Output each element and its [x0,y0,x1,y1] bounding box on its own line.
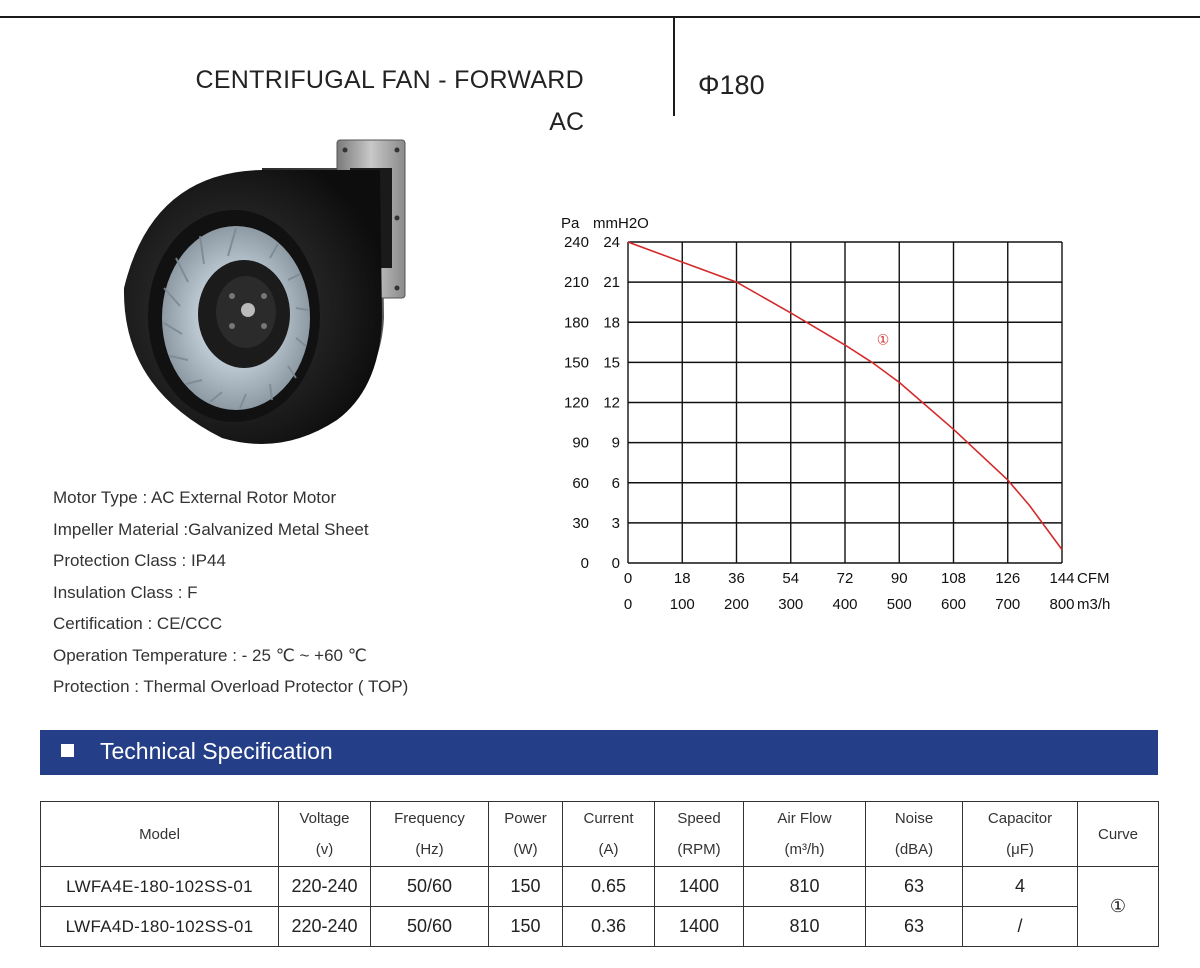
y-unit-mmh2o: mmH2O [593,215,649,232]
technical-specification-header [40,730,1158,775]
x-tick-label-m3h: 700 [995,596,1021,613]
x-tick-label-m3h: 0 [623,596,633,613]
x-tick-label-cfm: 72 [836,570,854,587]
y-tick-label-mmh2o: 12 [603,394,620,412]
y-unit-pa: Pa [561,215,580,232]
header-noise: Noise (dBA) [866,802,963,867]
x-tick-label-m3h: 600 [940,596,967,613]
x-unit-cfm: CFM [1077,570,1110,587]
header-frequency: Frequency (Hz) [371,802,489,867]
table-header-row [41,802,1159,867]
header-divider [673,16,675,116]
cell-capacitor: / [963,907,1078,947]
spec-certification: Certification : CE/CCC [53,614,223,633]
product-subtitle: AC [549,108,584,136]
spec-table [40,801,1159,947]
header-capacitor: Capacitor (μF) [963,802,1078,867]
x-tick-label-cfm: 0 [623,570,633,587]
header-power: Power (W) [489,802,563,867]
x-tick-label-cfm: 18 [673,570,691,587]
fan-product-image [112,138,412,448]
cell-noise: 63 [866,907,963,947]
top-rule [0,16,1200,18]
fan-size: Φ180 [698,70,765,100]
spec-protection-class: Protection Class : IP44 [53,551,226,570]
x-tick-label-m3h: 300 [778,596,804,613]
cell-noise: 63 [866,867,963,907]
y-tick-label-pa: 240 [563,234,589,251]
y-tick-label-mmh2o: 18 [603,314,620,332]
chart-grid [628,242,1062,563]
x-tick-label-cfm: 54 [782,570,800,587]
cell-capacitor: 4 [963,867,1078,907]
table-row [41,907,1159,947]
spec-protection: Protection : Thermal Overload Protector ( TOP) [53,677,409,696]
header-curve: Curve [1078,802,1159,867]
x-tick-label-m3h: 800 [1049,596,1075,613]
y-tick-label-pa: 30 [572,514,589,532]
x-tick-label-m3h: 100 [669,596,695,613]
x-tick-label-cfm: 90 [890,570,908,587]
header-voltage: Voltage (v) [279,802,371,867]
header-model: Model [41,802,279,867]
x-unit-m3h: m3/h [1077,596,1111,613]
section-title: Technical Specification [100,738,333,764]
spec-list [53,482,408,703]
cell-voltage: 220-240 [279,907,371,947]
y-tick-label-mmh2o: 9 [611,434,620,452]
y-tick-label-pa: 180 [563,314,589,332]
spec-insulation-class: Insulation Class : F [53,582,198,602]
x-tick-label-cfm: 144 [1049,570,1075,587]
spec-impeller-material: Impeller Material :Galvanized Metal Sheet [53,519,369,539]
y-tick-label-mmh2o: 3 [611,514,620,532]
cell-curve: ① [1078,867,1159,947]
cell-power: 150 [489,907,563,947]
cell-voltage: 220-240 [279,867,371,907]
cell-speed: 1400 [655,867,744,907]
cell-air-flow: 810 [744,907,866,947]
performance-curve-chart [555,205,1135,625]
spec-operation-temperature: Operation Temperature : - 25 ℃ ~ +60 ℃ [53,645,367,665]
x-tick-label-cfm: 126 [995,570,1021,587]
cell-frequency: 50/60 [371,867,489,907]
cell-power: 150 [489,867,563,907]
y-tick-label-mmh2o: 24 [603,234,620,251]
cell-frequency: 50/60 [371,907,489,947]
curve-annotation-label: ① [876,331,890,348]
cell-current: 0.36 [563,907,655,947]
y-tick-label-pa: 120 [563,394,589,412]
x-tick-label-cfm: 36 [728,570,745,587]
y-tick-label-pa: 0 [580,555,589,572]
x-tick-label-m3h: 500 [886,596,912,613]
y-tick-label-mmh2o: 21 [603,274,620,292]
cell-model: LWFA4E-180-102SS-01 [41,867,279,907]
x-tick-label-m3h: 400 [832,596,858,613]
y-tick-label-pa: 150 [563,354,589,372]
y-tick-label-mmh2o: 0 [611,555,620,572]
cell-air-flow: 810 [744,867,866,907]
y-tick-label-mmh2o: 6 [611,474,620,492]
cell-model: LWFA4D-180-102SS-01 [41,907,279,947]
y-tick-label-mmh2o: 15 [603,354,620,372]
y-tick-label-pa: 210 [563,274,589,292]
header-air-flow: Air Flow (m³/h) [744,802,866,867]
header-speed: Speed (RPM) [655,802,744,867]
square-bullet-icon [61,744,74,757]
product-title: CENTRIFUGAL FAN - FORWARD [195,66,584,94]
table-row [41,867,1159,907]
x-tick-label-m3h: 200 [723,596,750,613]
y-tick-label-pa: 60 [572,474,589,492]
x-tick-label-cfm: 108 [940,570,967,587]
header-current: Current (A) [563,802,655,867]
y-tick-label-pa: 90 [572,434,589,452]
spec-motor-type: Motor Type : AC External Rotor Motor [53,488,337,507]
cell-current: 0.65 [563,867,655,907]
chart-labels [561,215,1110,613]
cell-speed: 1400 [655,907,744,947]
